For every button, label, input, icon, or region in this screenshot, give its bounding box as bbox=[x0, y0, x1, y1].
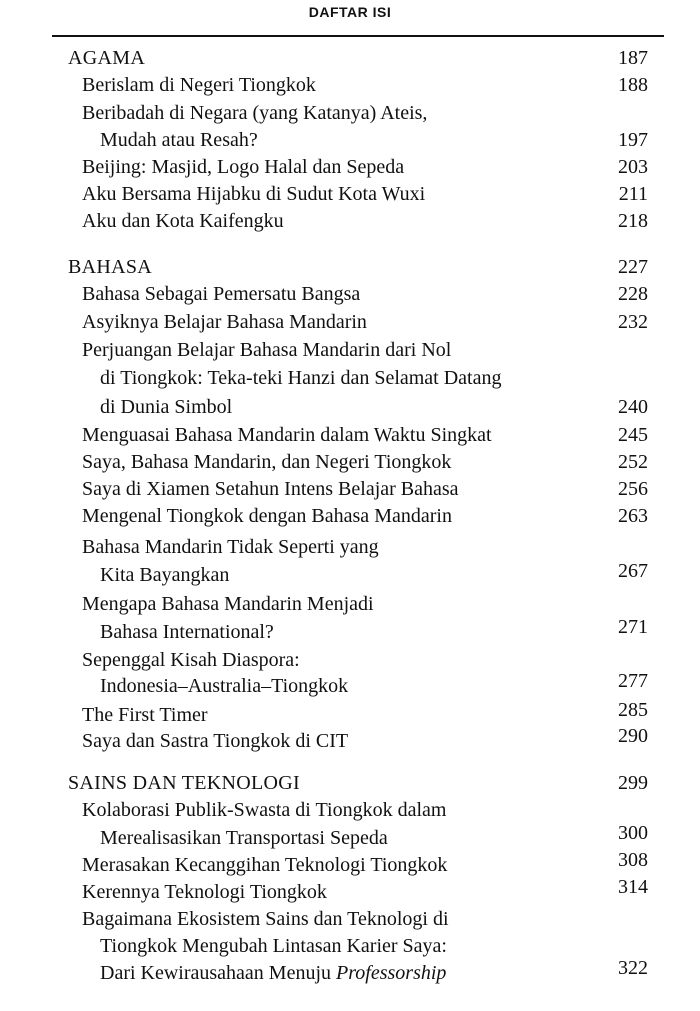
header-rule bbox=[52, 35, 664, 37]
toc-entry-page-number: 232 bbox=[618, 311, 648, 333]
section-heading: AGAMA bbox=[68, 47, 146, 69]
toc-entry-page-number: 197 bbox=[618, 129, 648, 151]
toc-entry-title-line bbox=[82, 72, 316, 99]
toc-entry-page-number: 211 bbox=[618, 183, 648, 205]
toc-entry-text: Asyiknya Belajar Bahasa Mandarin bbox=[82, 311, 367, 333]
section-page-number: 299 bbox=[618, 772, 648, 794]
toc-entry-page-number: 263 bbox=[618, 505, 648, 527]
toc-entry-text: Merasakan Kecanggihan Teknologi Tiongkok bbox=[82, 854, 448, 876]
toc-entry-page-number: 290 bbox=[618, 725, 648, 747]
toc-entry-page-number: 218 bbox=[618, 210, 648, 232]
toc-entry-title-line bbox=[82, 154, 404, 181]
toc-entry-page-number: 308 bbox=[618, 849, 648, 871]
toc-entry-text: Saya, Bahasa Mandarin, dan Negeri Tiongkok bbox=[82, 451, 452, 473]
toc-entry-text: Saya dan Sastra Tiongkok di CIT bbox=[82, 730, 349, 752]
toc-entry-text: Beribadah di Negara (yang Katanya) Ateis, bbox=[82, 102, 428, 124]
toc-entry-title-line bbox=[82, 906, 449, 933]
toc-entry-text: Aku dan Kota Kaifengku bbox=[82, 210, 284, 232]
toc-entry-title-line bbox=[82, 476, 459, 503]
toc-entry-title-line bbox=[82, 728, 348, 755]
section-page-number: 187 bbox=[618, 47, 648, 69]
toc-entry-title-line bbox=[82, 503, 452, 530]
toc-entry-text: Dari Kewirausahaan Menuju bbox=[100, 962, 337, 984]
toc-entry-page-number: 252 bbox=[618, 451, 648, 473]
toc-entry-text: di Dunia Simbol bbox=[100, 396, 233, 418]
toc-entry-text: di Tiongkok: Teka-teki Hanzi dan Selamat Datang bbox=[100, 367, 502, 389]
toc-entry-title-line bbox=[100, 365, 502, 392]
toc-entry-text: Merealisasikan Transportasi Sepeda bbox=[100, 827, 388, 849]
toc-entry-text: Bagaimana Ekosistem Sains dan Teknologi di bbox=[82, 908, 449, 930]
toc-entry-title-line bbox=[82, 208, 284, 235]
toc-entry-page-number: 203 bbox=[618, 156, 648, 178]
toc-entry-page-number: 240 bbox=[618, 396, 648, 418]
toc-entry-title-line bbox=[100, 673, 348, 700]
toc-entry-text: Bahasa Mandarin Tidak Seperti yang bbox=[82, 536, 379, 558]
toc-entry-text: Indonesia–Australia–Tiongkok bbox=[100, 675, 349, 697]
toc-entry-title-line bbox=[100, 127, 258, 154]
toc-entry-title-line bbox=[82, 449, 451, 476]
toc-entry-text: Mengapa Bahasa Mandarin Menjadi bbox=[82, 593, 374, 615]
toc-entry-page-number: 277 bbox=[618, 670, 648, 692]
toc-entry-title-line bbox=[100, 394, 232, 421]
toc-entry-title-line bbox=[82, 309, 367, 336]
toc-entry-title-line bbox=[100, 562, 229, 589]
toc-entry-title-line bbox=[82, 100, 427, 127]
toc-entry-text: Sepenggal Kisah Diaspora: bbox=[82, 649, 300, 671]
toc-entry-title-line bbox=[82, 281, 360, 308]
toc-entry-text: Bahasa Sebagai Pemersatu Bangsa bbox=[82, 283, 361, 305]
toc-entry-text: Perjuangan Belajar Bahasa Mandarin dari Nol bbox=[82, 339, 452, 361]
toc-entry-text: Saya di Xiamen Setahun Intens Belajar Bahasa bbox=[82, 478, 459, 500]
toc-entry-text: Tiongkok Mengubah Lintasan Karier Saya: bbox=[100, 935, 447, 957]
toc-entry-text: Beijing: Masjid, Logo Halal dan Sepeda bbox=[82, 156, 405, 178]
toc-entry-title-line bbox=[82, 337, 451, 364]
toc-entry-text: Kolaborasi Publik-Swasta di Tiongkok dalam bbox=[82, 799, 447, 821]
toc-entry-title-line bbox=[100, 619, 274, 646]
section-heading: SAINS DAN TEKNOLOGI bbox=[68, 772, 300, 794]
toc-entry-page-number: 285 bbox=[618, 699, 648, 721]
toc-entry-italic-text: Professorship bbox=[336, 962, 447, 984]
toc-entry-page-number: 271 bbox=[618, 616, 648, 638]
toc-entry-page-number: 300 bbox=[618, 822, 648, 844]
toc-entry-page-number: 256 bbox=[618, 478, 648, 500]
toc-entry-text: Mengenal Tiongkok dengan Bahasa Mandarin bbox=[82, 505, 452, 527]
toc-entry-page-number: 267 bbox=[618, 560, 648, 582]
toc-entry-page-number: 314 bbox=[618, 876, 648, 898]
toc-entry-title-line bbox=[100, 933, 447, 960]
toc-entry-title-line bbox=[100, 825, 388, 852]
toc-entry-title-line bbox=[82, 534, 379, 561]
toc-entry-text: Kerennya Teknologi Tiongkok bbox=[82, 881, 327, 903]
toc-entry-text: Menguasai Bahasa Mandarin dalam Waktu Singkat bbox=[82, 424, 492, 446]
toc-entry-title-line bbox=[100, 960, 446, 987]
toc-entry-text: Bahasa International? bbox=[100, 621, 274, 643]
section-page-number: 227 bbox=[618, 256, 648, 278]
toc-entry-title-line bbox=[82, 852, 447, 879]
page-title: DAFTAR ISI bbox=[308, 4, 392, 20]
toc-entry-title-line bbox=[82, 181, 425, 208]
toc-entry-title-line bbox=[82, 702, 208, 729]
toc-entry-text: The First Timer bbox=[82, 704, 208, 726]
toc-entry-text: Mudah atau Resah? bbox=[100, 129, 258, 151]
toc-entry-page-number: 228 bbox=[618, 283, 648, 305]
toc-entry-page-number: 245 bbox=[618, 424, 648, 446]
toc-entry-page-number: 188 bbox=[618, 74, 648, 96]
toc-entry-title-line bbox=[82, 422, 492, 449]
toc-entry-page-number: 322 bbox=[618, 957, 648, 979]
toc-entry-text: Kita Bayangkan bbox=[100, 564, 230, 586]
toc-entry-title-line bbox=[82, 879, 327, 906]
toc-entry-title-line bbox=[82, 647, 300, 674]
toc-entry-text: Berislam di Negeri Tiongkok bbox=[82, 74, 316, 96]
toc-entry-title-line bbox=[82, 797, 446, 824]
section-heading: BAHASA bbox=[68, 256, 153, 278]
toc-entry-title-line bbox=[82, 591, 374, 618]
toc-entry-text: Aku Bersama Hijabku di Sudut Kota Wuxi bbox=[82, 183, 426, 205]
